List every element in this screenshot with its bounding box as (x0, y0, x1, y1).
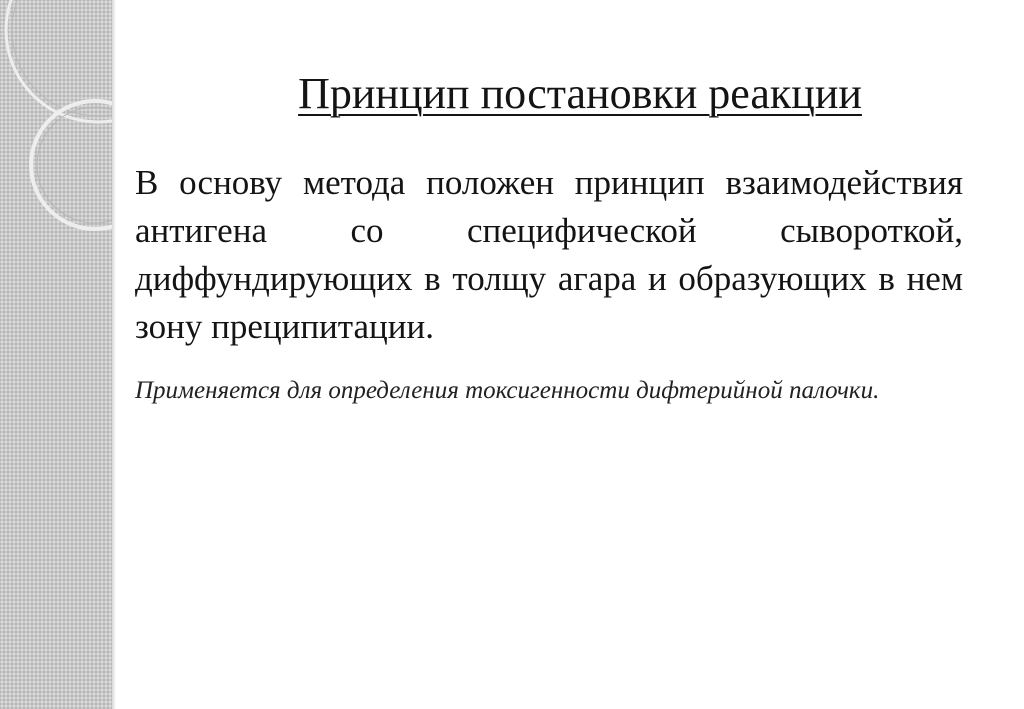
slide-title: Принцип постановки реакции (298, 69, 862, 118)
decorative-ring-small (31, 101, 112, 229)
decorative-side-band (0, 0, 112, 709)
body-paragraph: В основу метода положен принцип взаимодействия антигена со специфической сывороткой, диффундирующих в толщу агара и образующих в нем зону преципитации. (135, 163, 963, 346)
italic-note: Применяется для определения токсигенности дифтерийной палочки. (135, 377, 880, 404)
decorative-ring-small-shadow (37, 107, 112, 223)
decorative-ring-large-shadow (12, 0, 112, 116)
decorative-rings-graphic (0, 0, 112, 709)
side-band-edge (112, 0, 116, 709)
decorative-ring-large (6, 0, 112, 122)
